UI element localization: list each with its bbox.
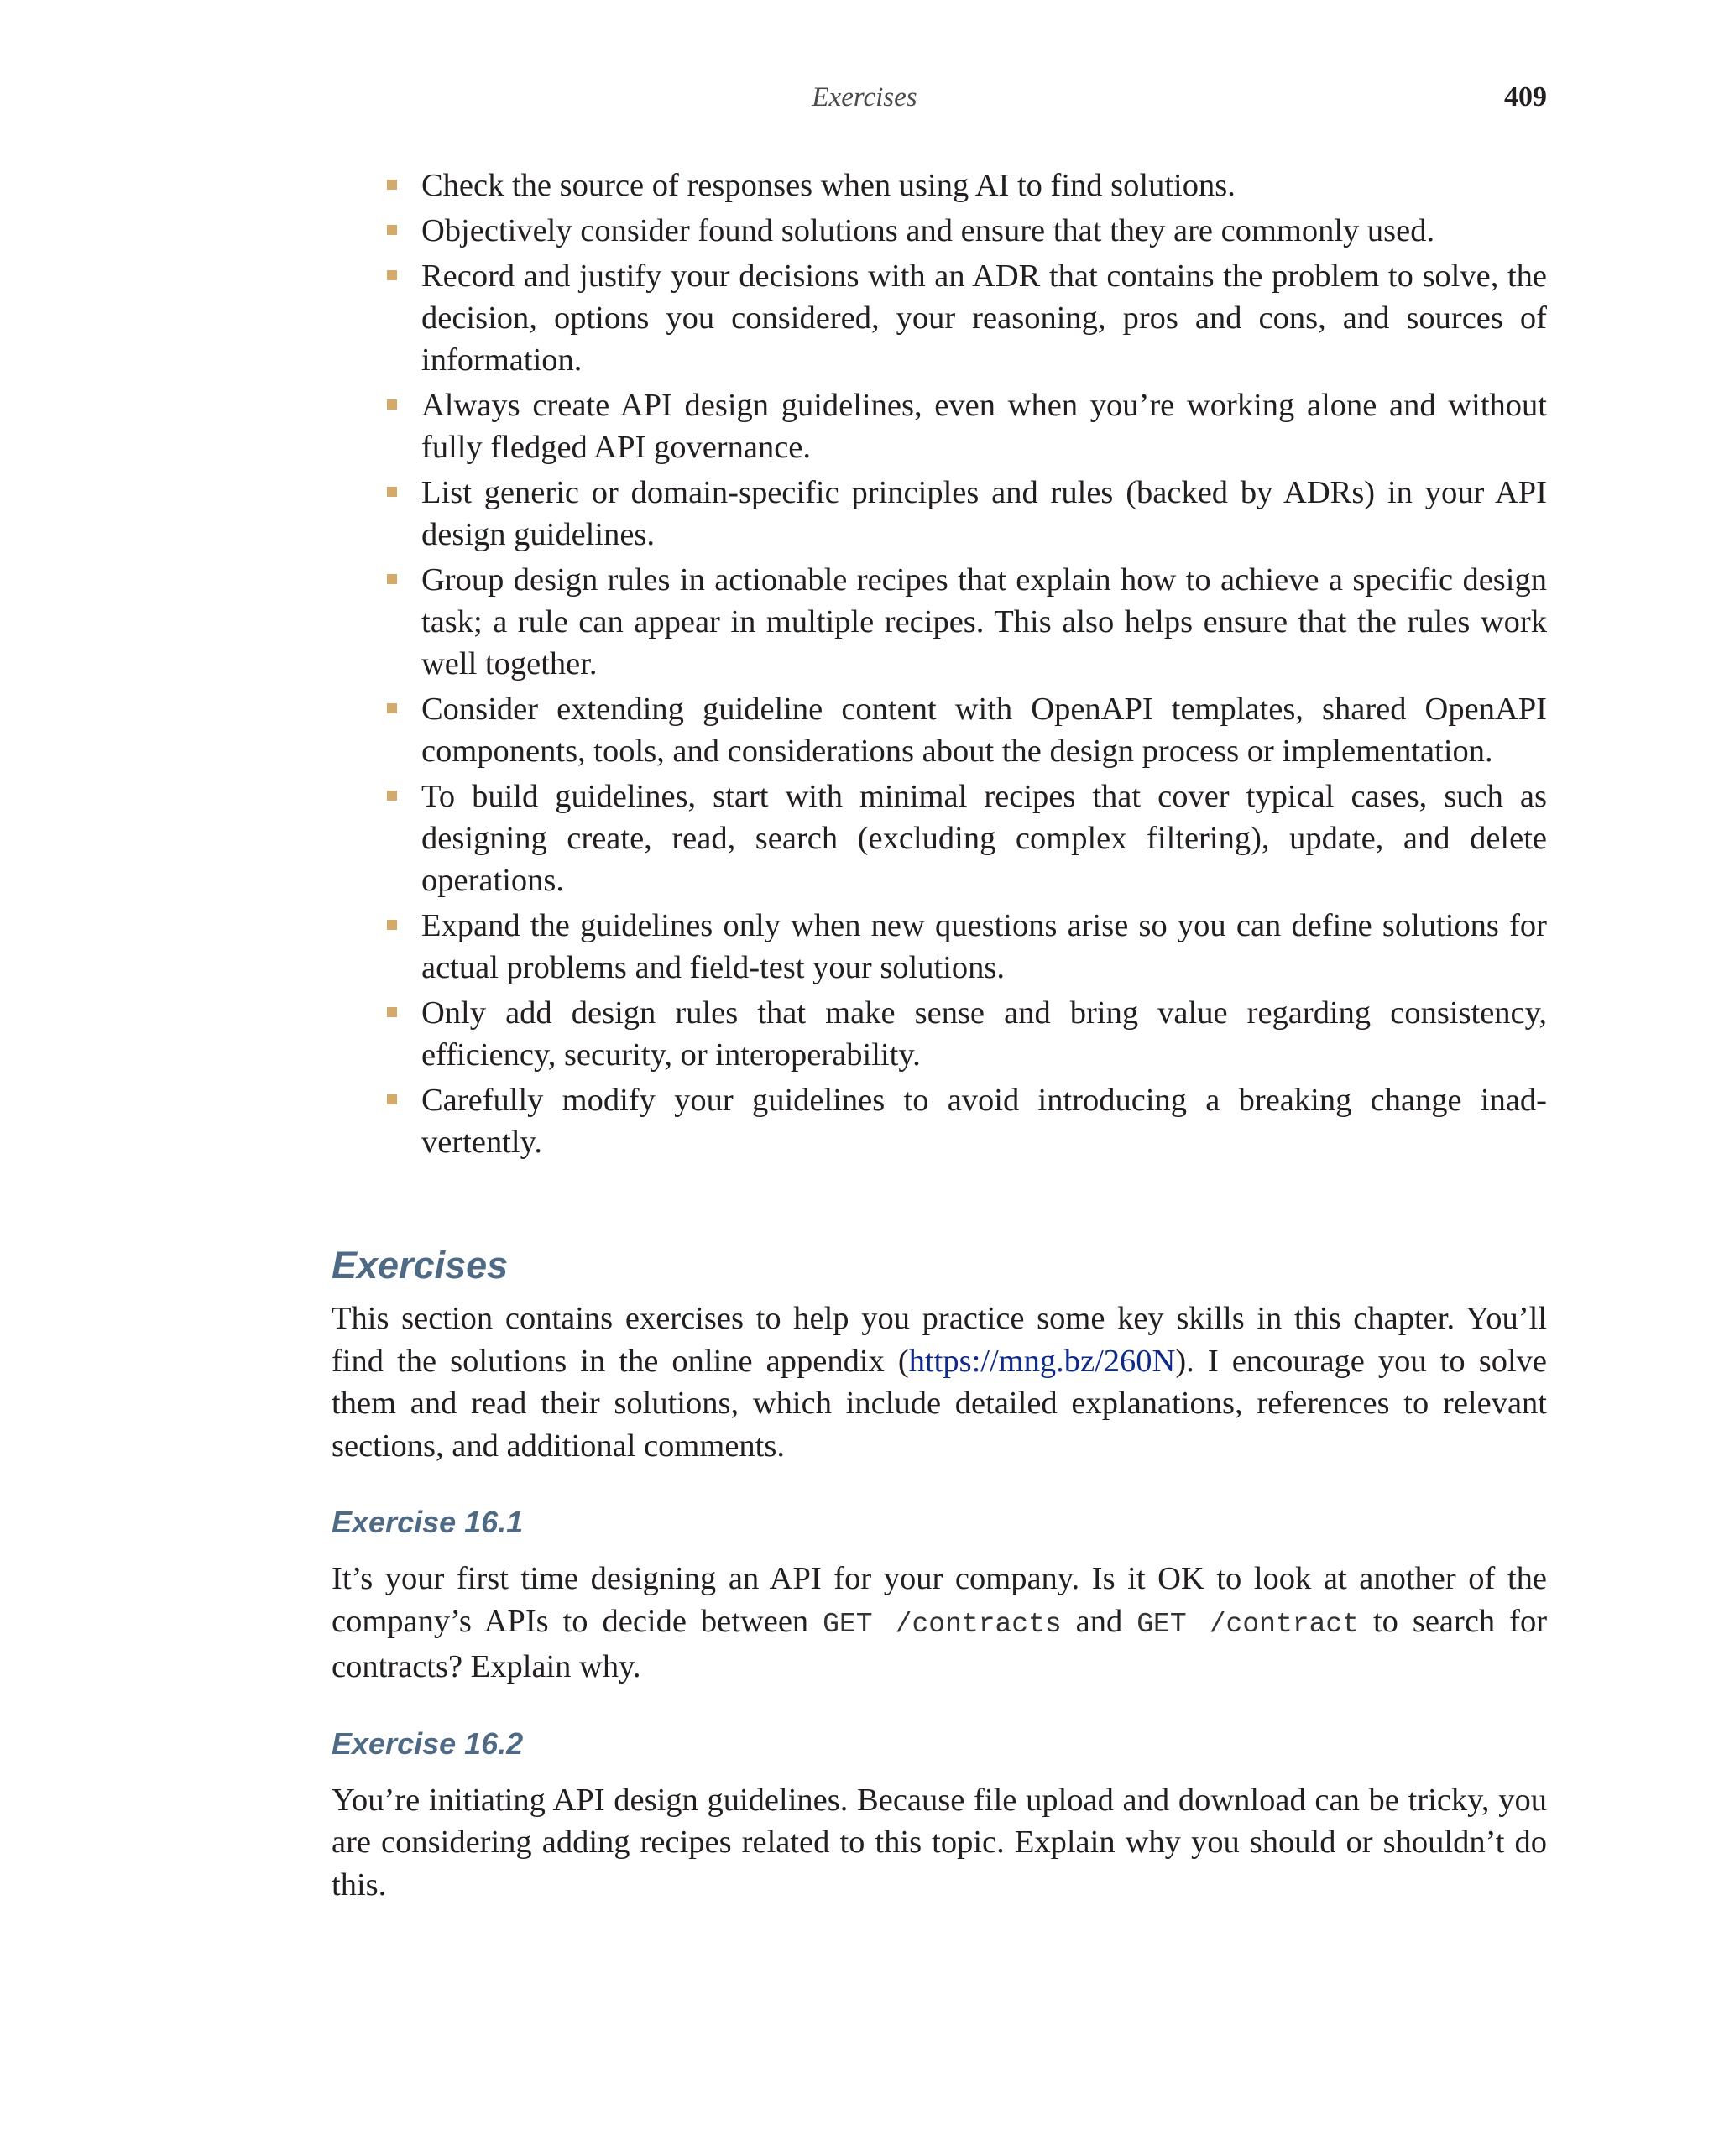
exercise-text-part: to search for contracts? Explain why. xyxy=(332,1603,1548,1684)
square-bullet-icon xyxy=(387,225,397,235)
bullet-item xyxy=(384,992,1547,1076)
intro-text-end: ). I encourage you to solve them and read their solutions, which include detailed explanations, references to relevant sections, and additional comments. xyxy=(332,1343,1548,1464)
section-intro xyxy=(332,1297,1547,1467)
bullet-item xyxy=(384,255,1547,381)
square-bullet-icon xyxy=(387,574,397,584)
square-bullet-icon xyxy=(387,703,397,713)
square-bullet-icon xyxy=(387,487,397,497)
bullet-text: Group design rules in actionable recipes that explain how to achieve a specific design task; a rule can appear in multiple recipes. This also helps ensure that the rules work well together. xyxy=(421,562,1547,681)
square-bullet-icon xyxy=(387,791,397,801)
square-bullet-icon xyxy=(387,920,397,930)
exercise-16-1-heading: Exercise 16.1 xyxy=(332,1505,524,1539)
bullet-text: List generic or domain-specific principles and rules (backed by ADRs) in your API design guidelines. xyxy=(421,475,1547,552)
bullet-item xyxy=(384,688,1547,772)
square-bullet-icon xyxy=(387,180,397,190)
exercise-text-part: It’s your first time designing an API for your company. Is it OK to look at another of the company’s APIs to decide between xyxy=(332,1561,1547,1639)
code-get-contract: GET /contract xyxy=(1136,1608,1359,1640)
code-get-contracts: GET /contracts xyxy=(823,1608,1062,1640)
exercise-16-2-heading: Exercise 16.2 xyxy=(332,1725,524,1761)
square-bullet-icon xyxy=(387,1094,397,1104)
bullet-text: Record and justify your decisions with an ADR that contains the problem to solve, the decision, options you considered, your reasoning, pros and cons, and sources of information. xyxy=(421,258,1547,378)
page-number: 409 xyxy=(1504,81,1547,112)
bullet-item xyxy=(384,559,1547,685)
bullet-text: To build guidelines, start with minimal recipes that cover typical cases, such as designing create, read, search (excluding complex filtering), update, and delete operations. xyxy=(421,779,1547,898)
bullet-item xyxy=(384,472,1547,556)
bullet-item xyxy=(384,210,1547,252)
bullet-item xyxy=(384,775,1547,901)
bullet-text: Objectively consider found solutions and ensure that they are commonly used. xyxy=(421,213,1435,248)
running-head xyxy=(332,81,1547,123)
square-bullet-icon xyxy=(387,399,397,410)
bullet-item xyxy=(384,164,1547,206)
bullet-text: Only add design rules that make sense and bring value regarding consistency, efficiency, security, or interoperability. xyxy=(421,995,1547,1073)
intro-text-start: This section contains exercises to help you practice some key skills in this chapter. You’ll find the solutions in the online appendix ( xyxy=(332,1301,1547,1379)
exercise-text-part: and xyxy=(1061,1603,1137,1639)
bullet-item xyxy=(384,1079,1547,1163)
bullet-text: Carefully modify your guidelines to avoid introducing a breaking change inadvertently. xyxy=(421,1083,1547,1160)
bullet-text: Expand the guidelines only when new questions arise so you can define solutions for actual problems and field-test your solutions. xyxy=(421,908,1547,985)
appendix-link[interactable]: https://mng.bz/260N xyxy=(908,1343,1176,1379)
running-title: Exercises xyxy=(812,82,917,112)
bullet-text: Check the source of responses when using AI to find solutions. xyxy=(421,168,1236,203)
square-bullet-icon xyxy=(387,1007,397,1017)
bullet-text: Consider extending guideline content with OpenAPI templates, shared OpenAPI components, tools, and considerations about the design process or implementation. xyxy=(421,692,1547,769)
bullet-item xyxy=(384,905,1547,989)
bullet-text: Always create API design guidelines, even when you’re working alone and without fully fledged API governance. xyxy=(421,388,1547,465)
bullet-item xyxy=(384,384,1547,468)
square-bullet-icon xyxy=(387,270,397,280)
exercise-16-1-text xyxy=(332,1558,1547,1689)
exercise-16-2-text: You’re initiating API design guidelines. Because file upload and download can be tricky, you are considering adding recipes related to this topic. Explain why you should or shouldn’t do this. xyxy=(332,1782,1547,1903)
section-heading: Exercises xyxy=(332,1244,509,1287)
exercises-section xyxy=(332,1240,1547,1906)
summary-bullet-list xyxy=(384,164,1547,1167)
